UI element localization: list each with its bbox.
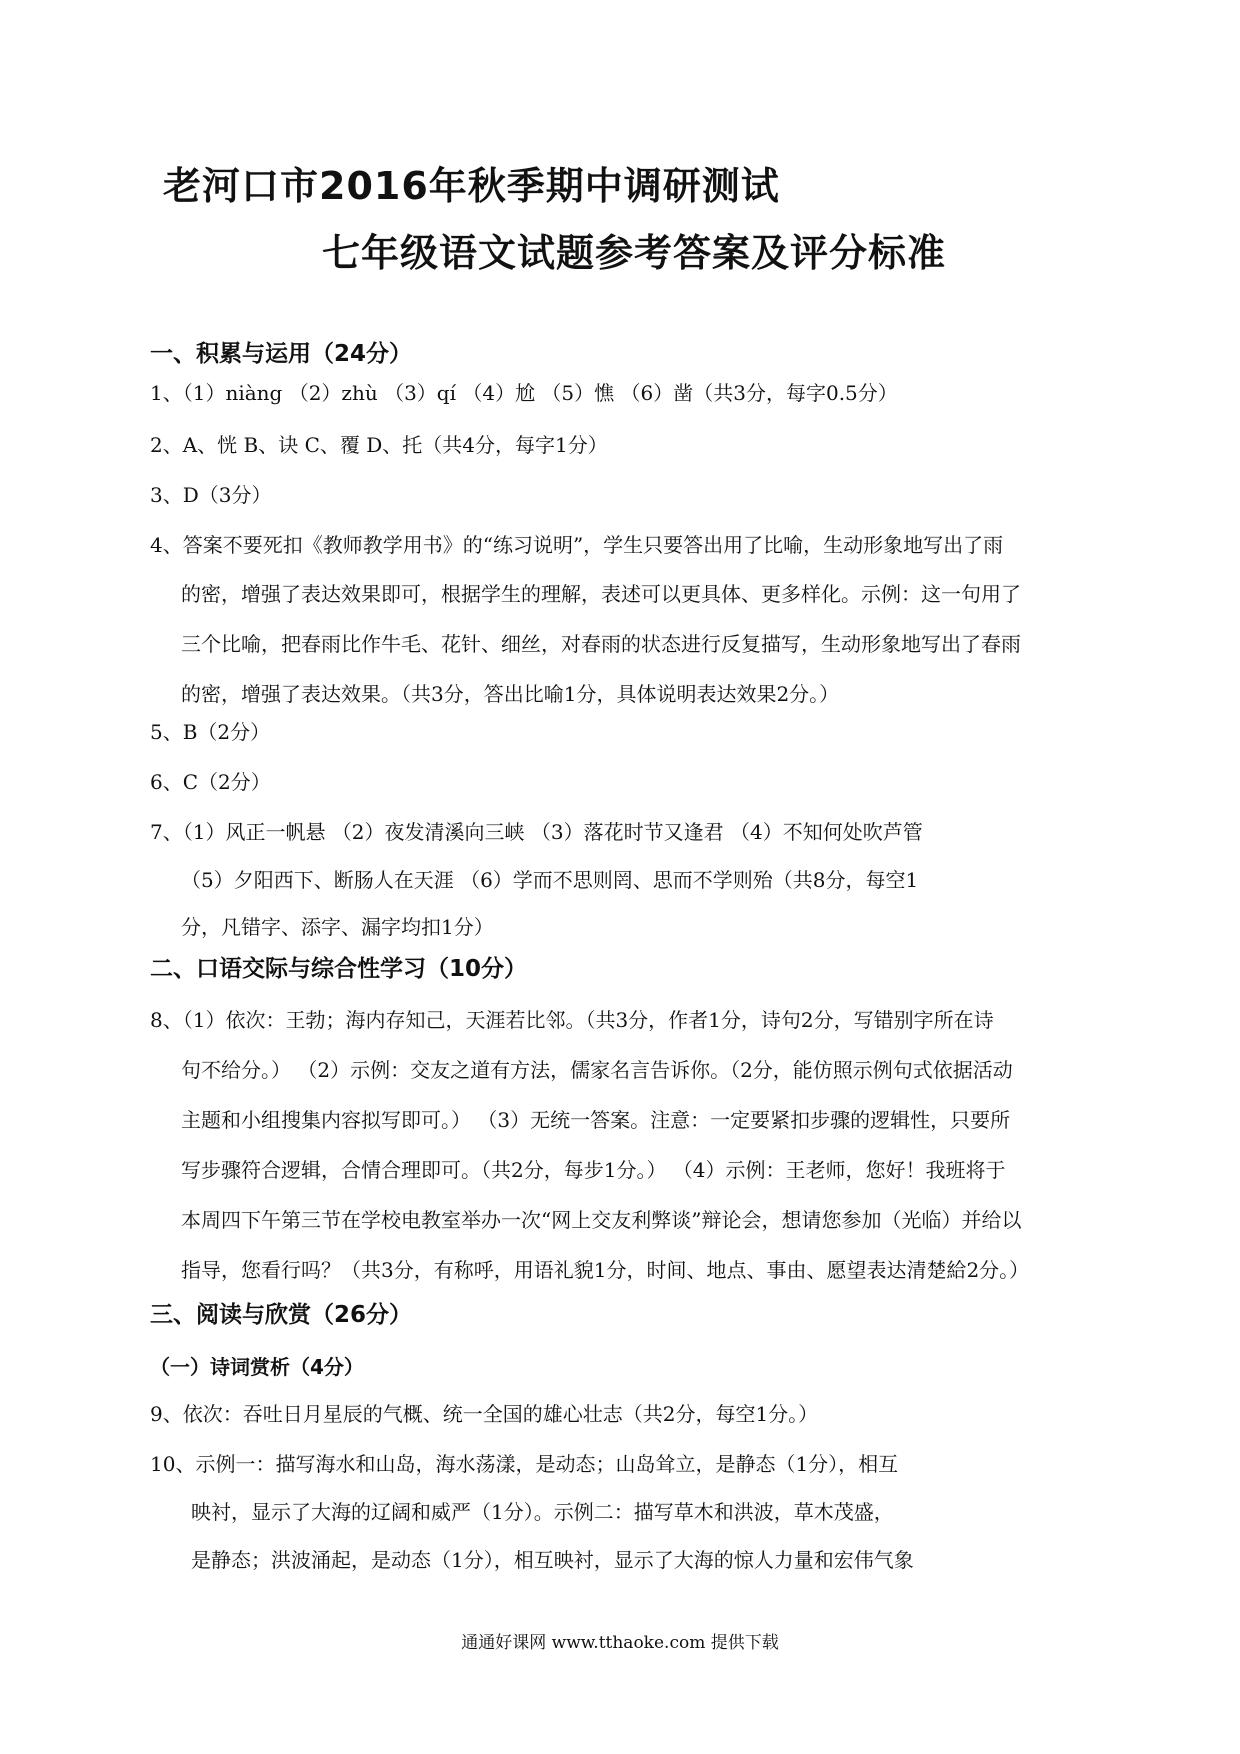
answer-q7-line: 分，凡错字、添字、漏字均扣1分） [181, 915, 494, 939]
section-heading-2: 二、口语交际与综合性学习（10分） [150, 956, 528, 982]
subsection-heading-poetry: （一）诗词赏析（4分） [150, 1355, 364, 1379]
answer-q10-line: 映衬，显示了大海的辽阔和威严（1分）。示例二：描写草木和洪波，草木茂盛， [191, 1500, 894, 1524]
answer-q8-line: 写步骤符合逻辑，合情合理即可。（共2分，每步1分。） （4）示例：王老师，您好！我班将于 [181, 1158, 1006, 1182]
answer-q6: 6、C（2分） [150, 770, 271, 794]
answer-q7-line: （5）夕阳西下、断肠人在天涯 （6）学而不思则罔、思而不学则殆（共8分，每空1 [181, 868, 919, 892]
answer-q7-line: 7、（1）风正一帆悬 （2）夜发清溪向三峡 （3）落花时节又逢君 （4）不知何处吹芦管 [150, 820, 923, 844]
answer-q4-line: 的密，增强了表达效果即可，根据学生的理解，表述可以更具体、更多样化。示例：这一句用了 [181, 582, 1021, 606]
answer-q5: 5、B（2分） [150, 720, 271, 744]
answer-q4-line: 4、答案不要死扣《教师教学用书》的“练习说明”，学生只要答出用了比喻，生动形象地写出了雨 [150, 533, 1004, 557]
answer-q8-line: 句不给分。） （2）示例：交友之道有方法，儒家名言告诉你。（2分，能仿照示例句式依据活动 [181, 1058, 1013, 1082]
download-footer: 通通好课网 www.tthaoke.com 提供下载 [461, 1633, 779, 1653]
answer-q4-line: 三个比喻，把春雨比作牛毛、花针、细丝，对春雨的状态进行反复描写，生动形象地写出了春雨 [181, 632, 1021, 656]
answer-q8-line: 主题和小组搜集内容拟写即可。） （3）无统一答案。注意：一定要紧扣步骤的逻辑性，只要所 [181, 1108, 1011, 1132]
answer-q1: 1、（1）niàng （2）zhù （3）qí （4）尬 （5）憔 （6）凿（共3分，每字0.5分） [150, 381, 898, 405]
section-heading-1: 一、积累与运用（24分） [150, 341, 413, 367]
exam-title: 老河口市2016年秋季期中调研测试 [163, 164, 780, 208]
answer-q10-line: 10、示例一：描写海水和山岛，海水荡漾，是动态；山岛耸立，是静态（1分），相互 [150, 1452, 899, 1476]
answer-q4-line: 的密，增强了表达效果。（共3分，答出比喻1分，具体说明表达效果2分。） [181, 682, 840, 706]
answer-q8-line: 指导，您看行吗？（共3分，有称呼，用语礼貌1分，时间、地点、事由、愿望表达清楚給2分。） [181, 1258, 1030, 1282]
answer-q3: 3、D（3分） [150, 483, 272, 507]
answer-q9: 9、依次：吞吐日月星辰的气概、统一全国的雄心壮志（共2分，每空1分。） [150, 1402, 819, 1426]
answer-q10-line: 是静态；洪波涌起，是动态（1分），相互映衬，显示了大海的惊人力量和宏伟气象 [191, 1548, 914, 1572]
exam-subtitle: 七年级语文试题参考答案及评分标准 [322, 231, 947, 275]
section-heading-3: 三、阅读与欣赏（26分） [150, 1302, 413, 1328]
answer-q8-line: 8、（1）依次：王勃；海内存知己，天涯若比邻。（共3分，作者1分，诗句2分，写错别字所在诗 [150, 1008, 994, 1032]
answer-q8-line: 本周四下午第三节在学校电教室举办一次“网上交友利弊谈”辩论会，想请您参加（光临）并给以 [181, 1208, 1022, 1232]
answer-q2: 2、A、恍 B、诀 C、覆 D、托（共4分，每字1分） [150, 433, 608, 457]
